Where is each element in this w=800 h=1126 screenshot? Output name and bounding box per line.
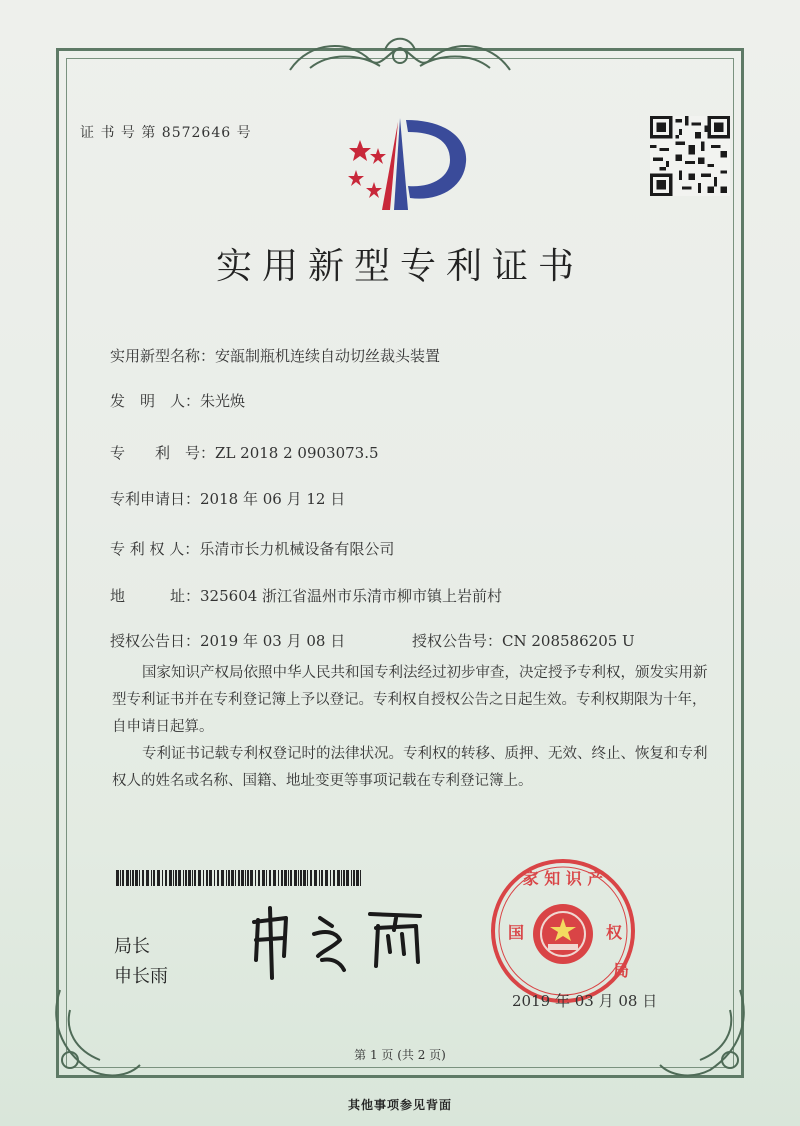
field-value: 2019 年 03 月 08 日 [200, 632, 346, 650]
field-utility-model-name [110, 345, 440, 366]
signatory-name: 申长雨 [114, 966, 168, 987]
field-value: ZL 2018 2 0903073.5 [215, 444, 379, 462]
patent-office-emblem-icon [338, 110, 478, 220]
field-label: 实用新型名称： [110, 347, 216, 365]
seal-date: 2019 年 03 月 08 日 [512, 992, 658, 1010]
bottom-right-ornament [650, 980, 760, 1090]
signatory-title: 局长 [114, 936, 150, 957]
certificate-body [112, 660, 712, 795]
field-application-date [110, 488, 345, 509]
field-inventor [110, 390, 245, 411]
top-ornament [270, 30, 530, 80]
page-number: 第 1 页 (共 2 页) [354, 1048, 446, 1062]
field-label: 专 利 权 人： [110, 540, 200, 558]
official-seal [488, 856, 638, 1006]
field-label: 专 利 号： [110, 444, 216, 462]
field-value: 朱光焕 [200, 392, 246, 410]
field-value: 安瓿制瓶机连续自动切丝裁头装置 [215, 347, 441, 365]
field-value: 乐清市长力机械设备有限公司 [199, 540, 395, 558]
field-value: 2018 年 06 月 12 日 [200, 490, 346, 508]
handwritten-signature [240, 900, 440, 980]
field-value: CN 208586205 U [502, 632, 635, 650]
field-address [110, 585, 502, 606]
footer-note: 其他事项参见背面 [347, 1098, 452, 1112]
field-label: 授权公告日： [110, 632, 201, 650]
field-patentee [110, 538, 394, 559]
certificate-title: 实用新型专利证书 [215, 246, 584, 287]
svg-text:局: 局 [613, 961, 630, 980]
certificate-number: 证 书 号 第 8572646 号 [80, 125, 252, 141]
qr-code-icon [650, 116, 730, 196]
field-label: 发 明 人： [110, 392, 201, 410]
body-paragraph: 专利证书记载专利权登记时的法律状况。专利权的转移、质押、无效、终止、恢复和专利权人的姓名或名称、国籍、地址变更等事项记载在专利登记簿上。 [112, 746, 708, 789]
field-value: 325604 浙江省温州市乐清市柳市镇上岩前村 [200, 587, 503, 605]
svg-text:权: 权 [606, 923, 623, 942]
svg-text:国: 国 [508, 923, 525, 942]
svg-text:家 知 识 产: 家 知 识 产 [522, 869, 604, 888]
barcode-icon [116, 870, 366, 886]
bottom-left-ornament [40, 980, 150, 1090]
field-patent-number [110, 442, 379, 463]
field-grant-announcement-number [412, 630, 635, 651]
field-grant-announcement-date [110, 630, 345, 651]
body-paragraph: 国家知识产权局依照中华人民共和国专利法经过初步审查，决定授予专利权，颁发实用新型专利证书并在专利登记簿上予以登记。专利权自授权公告之日起生效。专利权期限为十年，自申请日起算。 [112, 665, 708, 735]
field-label: 授权公告号： [412, 632, 503, 650]
field-label: 地 址： [110, 587, 201, 605]
field-label: 专利申请日： [110, 490, 201, 508]
